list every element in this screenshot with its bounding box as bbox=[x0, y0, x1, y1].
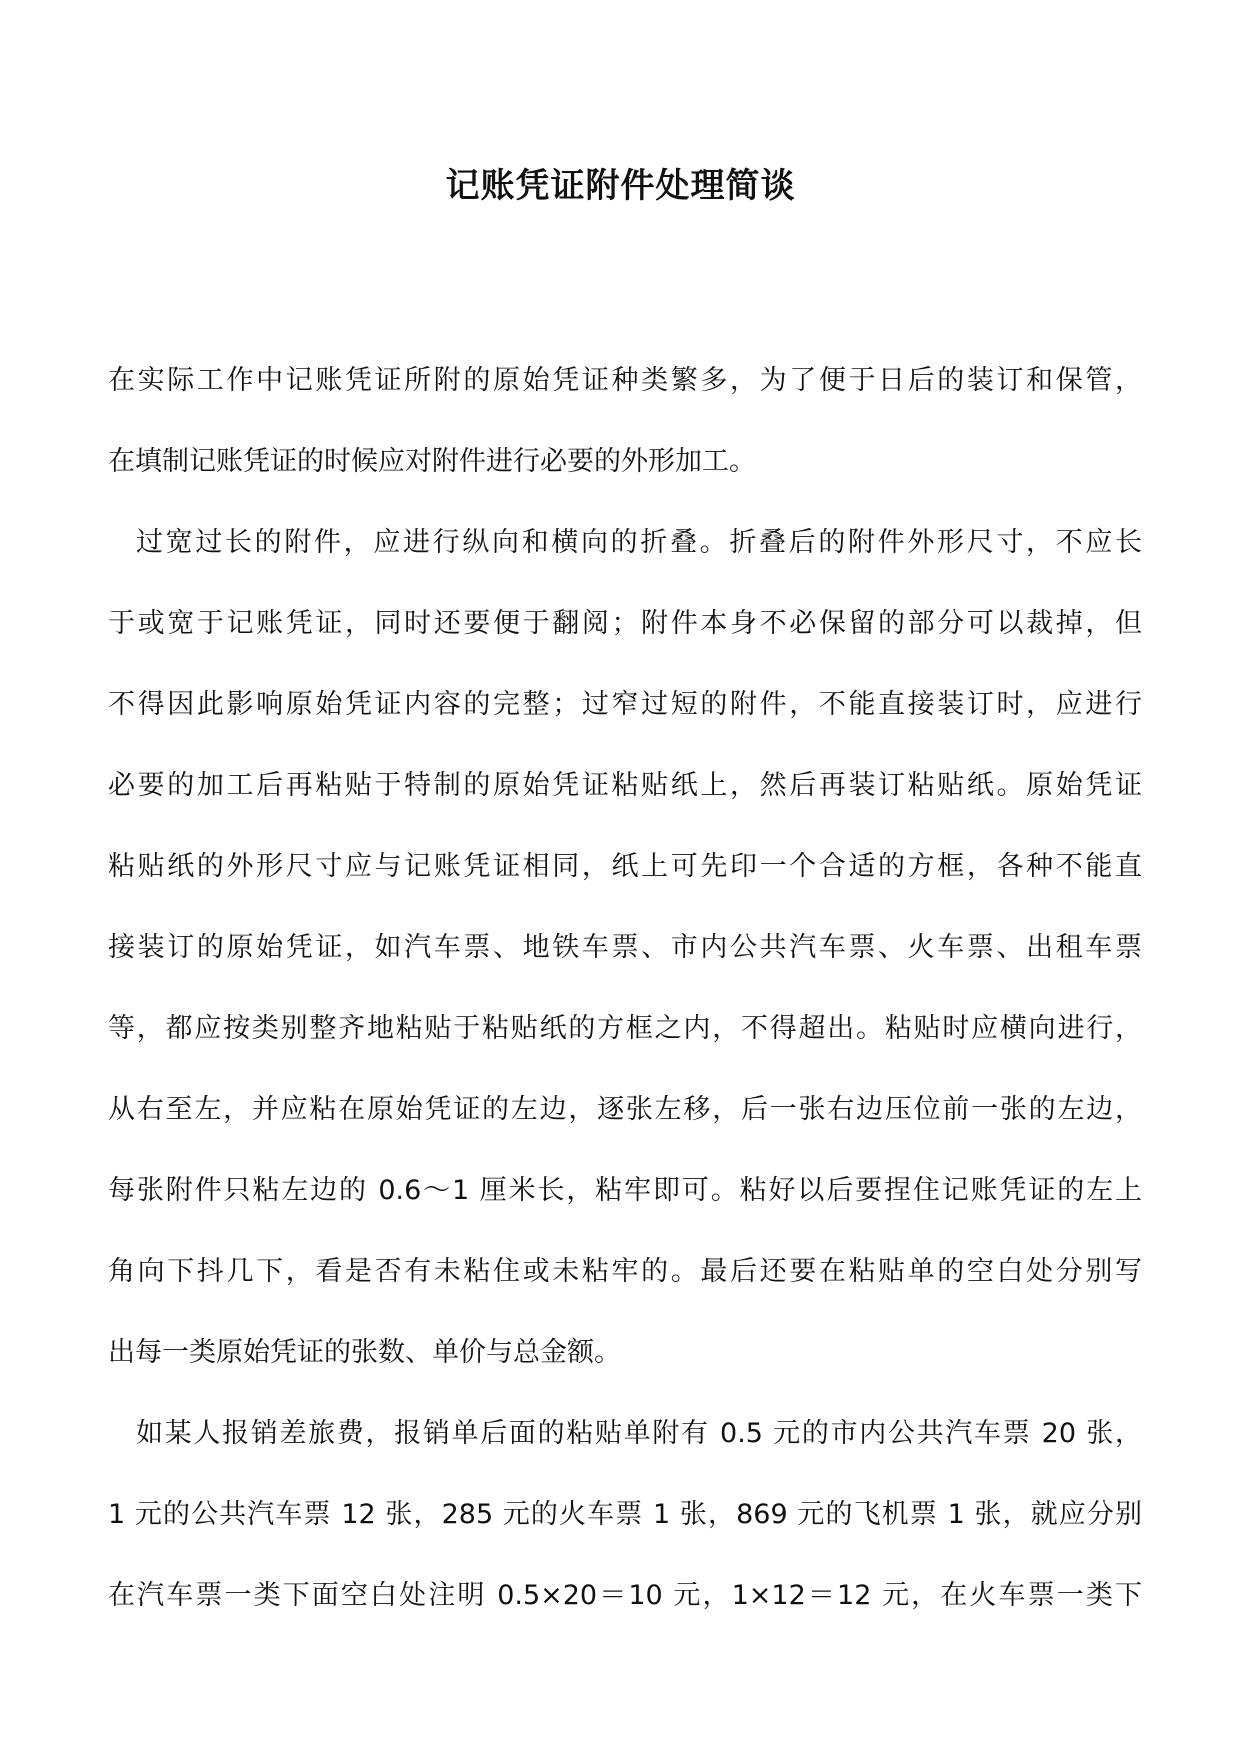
body-line: 粘贴纸的外形尺寸应与记账凭证相同，纸上可先印一个合适的方框，各种不能直 bbox=[108, 851, 1142, 882]
body-line: 过宽过长的附件，应进行纵向和横向的折叠。折叠后的附件外形尺寸，不应长 bbox=[136, 527, 1142, 558]
body-line: 不得因此影响原始凭证内容的完整；过窄过短的附件，不能直接装订时，应进行 bbox=[108, 689, 1142, 720]
body-line: 在填制记账凭证的时候应对附件进行必要的外形加工。 bbox=[108, 446, 756, 477]
body-line: 每张附件只粘左边的 0.6～1 厘米长，粘牢即可。粘好以后要捏住记账凭证的左上 bbox=[108, 1175, 1142, 1206]
body-line: 必要的加工后再粘贴于特制的原始凭证粘贴纸上，然后再装订粘贴纸。原始凭证 bbox=[108, 770, 1142, 801]
body-line: 等，都应按类别整齐地粘贴于粘贴纸的方框之内，不得超出。粘贴时应横向进行， bbox=[108, 1013, 1142, 1044]
body-line: 1 元的公共汽车票 12 张，285 元的火车票 1 张，869 元的飞机票 1 张，就应分别 bbox=[108, 1499, 1142, 1530]
body-line: 角向下抖几下，看是否有未粘住或未粘牢的。最后还要在粘贴单的空白处分别写 bbox=[108, 1256, 1142, 1287]
body-line: 于或宽于记账凭证，同时还要便于翻阅；附件本身不必保留的部分可以裁掉，但 bbox=[108, 608, 1142, 639]
body-line: 出每一类原始凭证的张数、单价与总金额。 bbox=[108, 1337, 621, 1368]
document-title: 记账凭证附件处理简谈 bbox=[445, 166, 796, 206]
body-line: 接装订的原始凭证，如汽车票、地铁车票、市内公共汽车票、火车票、出租车票 bbox=[108, 932, 1142, 963]
body-line: 在实际工作中记账凭证所附的原始凭证种类繁多，为了便于日后的装订和保管， bbox=[108, 365, 1142, 396]
body-line: 从右至左，并应粘在原始凭证的左边，逐张左移，后一张右边压位前一张的左边， bbox=[108, 1094, 1142, 1125]
document-body bbox=[108, 340, 1142, 1636]
body-line: 在汽车票一类下面空白处注明 0.5×20＝10 元，1×12＝12 元，在火车票一类下 bbox=[108, 1580, 1142, 1611]
body-line: 如某人报销差旅费，报销单后面的粘贴单附有 0.5 元的市内公共汽车票 20 张， bbox=[136, 1418, 1142, 1449]
